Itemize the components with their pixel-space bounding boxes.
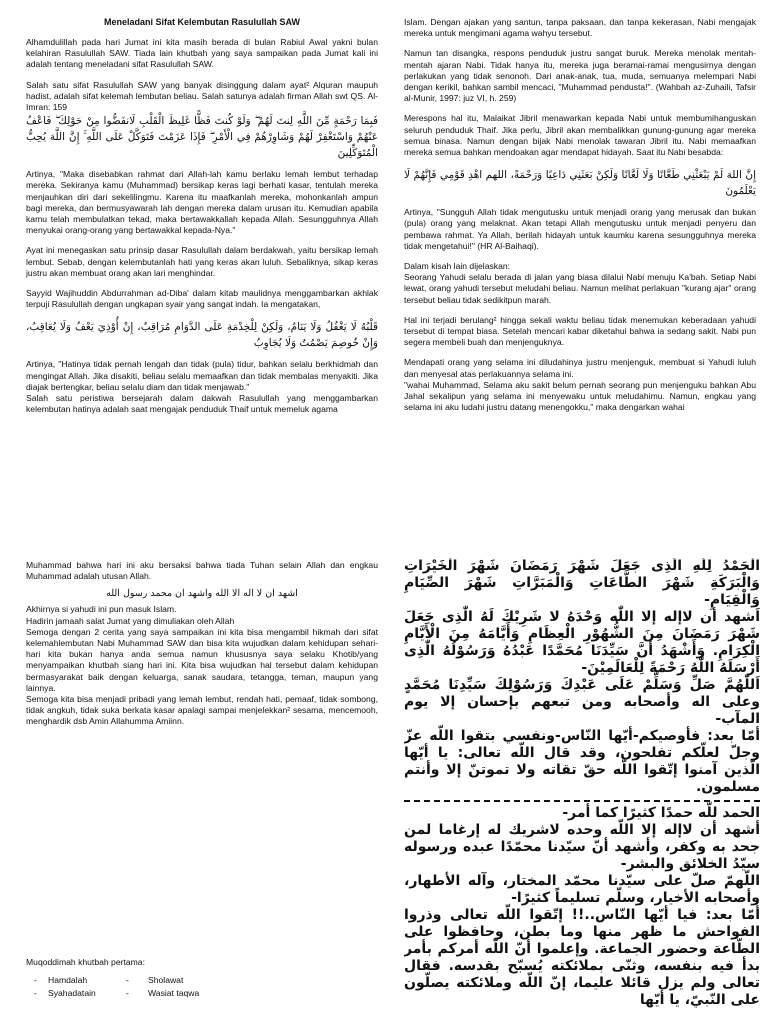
arabic-sholawat-second: اللّهمّ صلّ على سيّدنا محمّد المختار، وآله الأطهار، وأصحابه الأخيار، وسلّم تسليماً كثيرًا- [404,873,760,906]
paragraph-diba: Sayyid Wajihuddin Abdurrahman ad-Diba' dalam kitab maulidnya menggambarkan akhlak terpuji Rasulullah dengan ungkapan syair yang sangat indah. Ia mengatakan, [26,288,378,310]
paragraph-jibril: Merespons hal itu, Malaikat Jibril menawarkan kepada Nabi untuk membumihanguskan seluruh penduduk Thaif. Jika perlu, Jibril akan membalikkan gunung-gunung agar mereka semua binasa. Namun dengan bijak Nabi menolak tawaran Jibril itu. Nabi memaafkan mereka semua bahkan mendoakan agar mendapat hidayah. Saat itu Nabi besabda: [404,113,756,158]
muqoddimah-title: Muqoddimah khutbah pertama: [26,957,145,967]
arabic-wasiat-second: أمّا بعد: فيا أيّها النّاس..!! إتّقوا اللّه تعالى وذروا الفواحش ما ظهر منها وما بطن، وحافظوا على الطّاعة وحضور الجماعة. وإعلموا أنّ اللّه أمركم بأمر بدأ فيه بنفسه، وثنّى بملائكته يُسبّح بقدسه. فقال تعالى ولم يزل قائلا عليما، إنّ اللّه وملائكته يصلّون على النّبيّ، يا أيّها [404,907,760,1008]
left-bottom-column [26,560,378,750]
arabic-hamdalah: الْحَمْدُ لِلّٰهِ الّٰذِى جَعَلَ شَهْرَ رَمَضَانَ شَهْرَ الْخَيْرَاتِ وَالْبَرَكَةِ شَهْرَ الطَّاعَاتِ وَالْمَبَرَّاتِ شَهْرَ الصِّيَامِ وَالْقِيَامِ- [404,558,760,608]
list-item-label: Sholawat [148,975,184,986]
page-title: Meneladani Sifat Kelembutan Rasulullah SAW [103,17,301,27]
bullet: - [126,988,129,999]
list-row [26,987,378,1000]
arabic-hamdalah-second: الحمد للّه حمدًا كثيرًا كما أمر- [562,805,760,821]
arabic-syahadatain-second: أشهد أن لاإله إلا اللّه وحده لاشريك له إرغاما لمن جحد به وكفر، وأشهد أنّ سيّدنا محمّدًا عبده ورسوله سيّدُ الخلائق والبشر- [404,822,760,872]
muqoddimah-section [26,957,378,1017]
muqoddimah-list [26,974,378,1000]
list-item [126,974,226,987]
paragraph-prinsip: Ayat ini menegaskan satu prinsip dasar Rasulullah dalam berdakwah, yaitu bersikap lemah lembut. Sebab, dengan kelembutanlah hati yang keras akan luluh. Sebaliknya, sikap keras justru akan membuat orang akan lari menghindar. [26,245,378,278]
bullet: - [34,975,37,986]
paragraph-menjenguk: Mendapati orang yang selama ini diludahinya justru menjenguk, membuat si Yahudi luluh dan menyesal atas perlakuannya selama ini. [404,357,756,379]
paragraph-translation: Artinya, "Maka disebabkan rahmat dari Allah-lah kamu berlaku lemah lembut terhadap mereka. Sekiranya kamu (Muhammad) bersikap keras lagi berhati kasar, tentulah mereka menjauhkan diri dari sekelilingmu. Karena itu maafkanlah mereka, mohonkanlah ampun bagi mereka, dan bermusyawarah lah dengan mereka dalam urusan itu. Kemudian apabila kamu telah membulatkan tekad, maka bertawakkallah kepada Allah. Sesungguhnya Allah menyukai orang-orang yang bertawakkal kepada-Nya." [26,169,378,236]
list-item-label: Syahadatain [48,988,96,999]
paragraph-syahadat: Muhammad bahwa hari ini aku bersaksi bahwa tiada Tuhan selain Allah dan engkau Muhammad adalah utusan Allah. [26,560,378,582]
list-item-label: Wasiat taqwa [148,988,200,999]
arabic-syahadat: اشهد ان لا اله الا الله واشهد ان محمد رسول الله [106,588,298,600]
paragraph-hadirin: Hadirin jamaah salat Jumat yang dimuliakan oleh Allah [26,615,235,626]
arabic-quran-verse: فَبِمَا رَحْمَةٍ مِّنَ اللَّهِ لِنتَ لَهُمْ ۖ وَلَوْ كُنتَ فَظًّا غَلِيظَ الْقَلْبِ لَانفَضُّوا مِنْ حَوْلِكَ ۖ فَاعْفُ عَنْهُمْ وَاسْتَغْفِرْ لَهُمْ وَشَاوِرْهُمْ فِي الْأَمْرِ ۖ فَإِذَا عَزَمْتَ فَتَوَكَّلْ عَلَى اللَّهِ ۚ إِنَّ اللَّهَ يُحِبُّ الْمُتَوَكِّلِينَ [26,115,378,160]
paragraph-pribadi: Semoga kita bisa menjadi pribadi yang lemah lembut, rendah hati, pemaaf, tidak sombong, tidak angkuh, tidak suka berkata kasar apalagi sampai menjelekkan² sesama, mencemooh, menghardik dsb Amin Allahumma Amiinn. [26,694,378,727]
section-divider [404,800,760,802]
right-top-column [404,17,756,512]
list-row [26,974,378,987]
paragraph-berulang: Hal ini terjadi berulang² hingga sekali waktu beliau tidak menemukan keberadaan yahudi tersebut di tempat biasa. Setelah mencari kabar diketahui bahwa ia sedang sakit. Nabi pun segera membeli buah dan menjenguknya. [404,314,756,348]
arabic-hadith: إِنَّ اللهَ لَمْ يَبْعَثْنِي طَعَّانًا وَلَا لَعَّانًا وَلَكِنْ بَعَثَنِي دَاعِيًا وَرَحْمَةً، اللهم اهْدِ قَوْمِي فَإِنَّهُمْ لَا يَعْلَمُونَ [404,169,756,198]
paragraph-thaif-start: Salah satu peristiwa bersejarah dalam dakwah Rasulullah yang menggambarkan kelembutan hatinya adalah saat mengajak penduduk Thaif untuk memeluk agama [26,393,378,415]
list-item [126,987,226,1000]
paragraph-syair-translation: Artinya, "Hatinya tidak pernah lengah dan tidak (pula) tidur, bahkan selalu berkhidmah dan mengingat Allah. Jika disakiti, beliau selalu memaafkan dan tidak membalas menyakiti. Jika diajak bertengkar, beliau selalu diam dan tidak menjawab." [26,359,378,392]
paragraph-sifat: Salah satu sifat Rasulullah SAW yang banyak disinggung dalam ayat² Alquran maupuh hadist, adalah sifat kelemah lembutan beliau. Salah satunya adalah firman Allah swt QS. Al-Imran: 159 [26,79,378,113]
paragraph-masuk-islam: Akhirnya si yahudi ini pun masuk Islam. [26,604,177,615]
arabic-syahadatain: اَشهد أن لاإله إلا اللّٰه وَحْدَهُ لا شَرِيْكَ لَهُ الّٰذِى جَعَلَ شَهْرَ رَمَضَانَ مِنَ الشُّهُوْرِ الْعِظَامِ وَأَيَّامَهُ مِنَ الْأَيَّامِ الْكِرَامِ. وَأَشْهَدُ أَنَّ سَيِّدَنَا مُحَمَّدًا عَبْدُهُ وَرَسُوْلُهُ الّٰذِى أَرْسَلَهُ اللّٰهُ رَحْمَةً لِلْعَالَمِيْنَ- [404,609,760,676]
bullet: - [126,975,129,986]
paragraph-kisah-lain-heading: Dalam kisah lain dijelaskan: [404,261,511,272]
list-item [26,974,126,987]
paragraph-yahudi: Seorang Yahudi selalu berada di jalan yang biasa dilalui Nabi menuju Ka'bah. Setiap Nabi lewat, orang yahudi tersebut meludahi beliau. Namun melihat perlakuan "kurang ajar" orang tersebut beliau tidak sedikitpun marah. [404,272,756,305]
arabic-wasiat: أمّا بعد: فأوصيكم-أيّها النّاس-ونفسي بتقوا اللّه عزّ وجلّ لعلّكم تفلحون، وقد قال اللّه تعالى: يا أيّها الّذين آمنوا إتّقوا اللّه حقّ تقاته ولا تموتنّ إلا وأنتم مسلمون. [404,728,760,795]
bullet: - [34,988,37,999]
paragraph-hadith-translation: Artinya, "Sungguh Allah tidak mengutusku untuk menjadi orang yang merusak dan bukan (pula) orang yang melaknat. Akan tetapi Allah mengutusku untuk menjadi penyeru dan pembawa rahmat. Ya Allah, berilah hidayah untuk kaumku karena sesungguhnya mereka tidak mengetahui!" (HR Al-Baihaqi). [404,207,756,251]
paragraph-semoga: Semoga dengan 2 cerita yang saya sampaikan ini kita bisa mengambil hikmah dari sifat kelemahlembutan Nabi Muhammad SAW dan bisa kita wujudkan dalam kehidupan sehari-hari kita bukan hanya anda semua namun khususnya saya selaku Khotib/yang menyampaikan khutbah siang hari ini. Kita bisa wujudkan hal tersebut dalam kehidupan bermasyarakat baik dengan keluarga, sanak saudara, tetangga, teman, maupun yang lainnya. [26,626,378,693]
paragraph-islam: Islam. Dengan ajakan yang santun, tanpa paksaan, dan tanpa kekerasan, Nabi mengajak mereka untuk mengimani agama wahyu tersebut. [404,17,756,39]
list-item-label: Hamdalah [48,975,88,986]
list-item [26,987,126,1000]
arabic-sholawat: اَللّٰهُمَّ صَلِّ وَسَلِّمْ عَلَى عَبْدِكَ وَرَسُوْلِكَ سَيِّدِنَا مُحَمَّدٍ وعلى اله وأصحابه ومن تبعهم بإحسان إلا يوم المآب- [404,677,760,727]
paragraph-respons: Namun tan disangka, respons penduduk justru sangat buruk. Mereka menolak mentah-mentah ajaran Nabi. Tidak hanya itu, mereka juga beramai-ramai mengusirnya dengan perlakukan yang tidak senonoh. Dari anak-anak, tua, muda, semuanya melempari Nabi dengan kerikil, bahkan sambil mencaci, "Muhammad pendusta!". (Wahbah az-Zuhaili, Tafsir al-Munir, 1997: juz VI, h. 259) [404,48,756,104]
arabic-syair: قَلْبُهُ لَا يَغْفُلُ وَلَا يَنَامُ، وَلَكِنْ لِلْخِدْمَةِ عَلَى الدَّوَامِ مُرَاقِبٌ، إِنْ أُوْذِيَ يَعْفُ وَلَا يُعَاقِبُ، وَإِنْ خُوصِمَ يَصْمُتُ وَلَا يُجَاوِبُ [26,321,378,350]
paragraph-intro: Alhamdulillah pada hari Jumat ini kita masih berada di bulan Rabiul Awal yakni bulan kelahiran Rasulullah SAW. Tiada lain khutbah yang saya sampaikan pada Jumat kali ini adalah tentang meneladani sifat Rasulullah SAW. [26,37,378,70]
paragraph-quote-yahudi: "wahai Muhammad, Selama aku sakit belum pernah seorang pun menjenguku bahkan Abu Jahal sekalipun yang selama ini menyewaku untuk meludahimu. Namun, engkau yang selama ini aku ludahi justru datang menengokku," maka dengarkan wahai [404,379,756,413]
right-bottom-column [404,558,760,1024]
left-top-column [26,17,378,512]
